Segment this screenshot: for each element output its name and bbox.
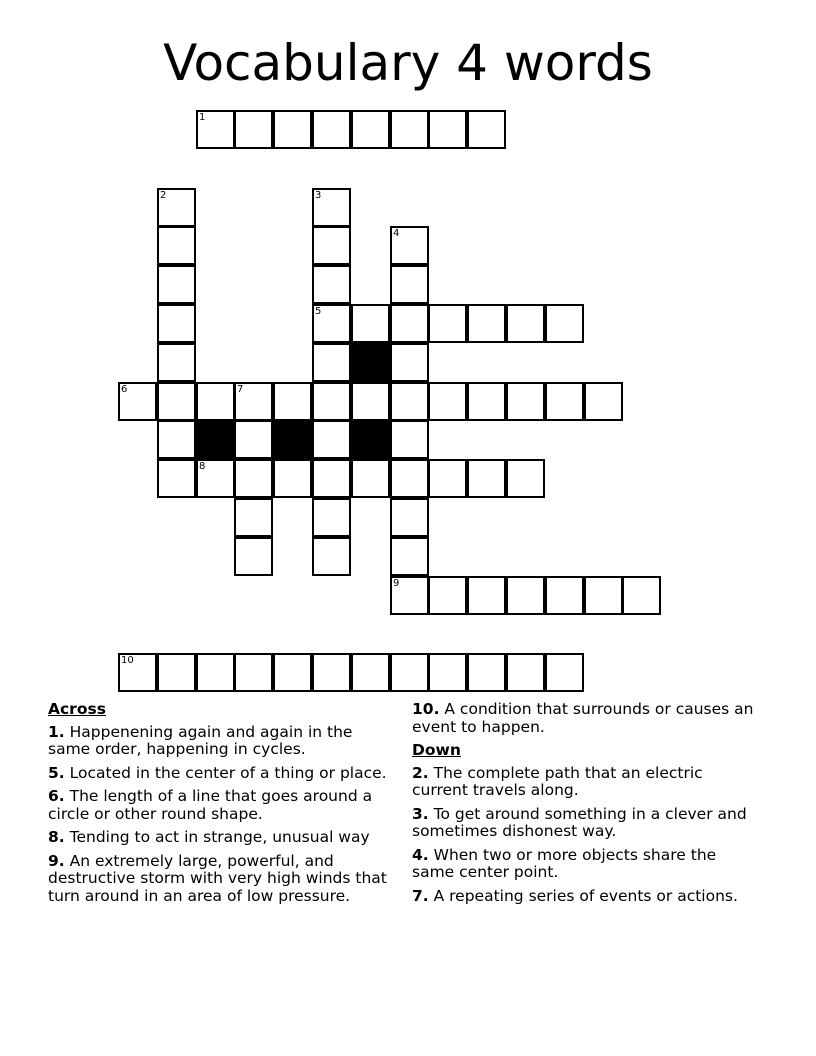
clue-number: 5. [48, 763, 65, 782]
grid-cell[interactable] [428, 576, 467, 615]
grid-cell[interactable] [312, 653, 351, 692]
clue-text: The complete path that an electric current travels along. [412, 763, 703, 799]
grid-cell[interactable] [312, 420, 351, 459]
grid-cell[interactable] [584, 576, 623, 615]
clue-across-5 [48, 765, 388, 783]
clue-text: Happenening again and again in the same order, happening in cycles. [48, 722, 353, 758]
grid-cell[interactable] [428, 382, 467, 421]
clue-number: 7. [412, 886, 429, 905]
clue-number: 9. [48, 851, 65, 870]
grid-cell[interactable] [234, 382, 273, 421]
grid-cell[interactable] [390, 382, 429, 421]
black-square [351, 343, 390, 382]
clue-down-7 [412, 888, 757, 906]
grid-cell[interactable] [312, 265, 351, 304]
grid-cell[interactable] [390, 420, 429, 459]
clue-number: 1. [48, 722, 65, 741]
grid-cell[interactable] [506, 459, 545, 498]
grid-cell[interactable] [273, 110, 312, 149]
grid-cell[interactable] [196, 459, 235, 498]
cell-number: 9 [393, 578, 400, 589]
grid-cell[interactable] [545, 576, 584, 615]
cell-number: 4 [393, 228, 400, 239]
clue-number: 6. [48, 787, 65, 805]
grid-cell[interactable] [273, 653, 312, 692]
grid-cell[interactable] [157, 304, 196, 343]
page-title: Vocabulary 4 words [163, 34, 653, 92]
clue-text: When two or more objects share the same center point. [412, 845, 717, 881]
clue-down-3 [412, 806, 757, 841]
cell-number: 8 [199, 461, 206, 472]
clue-number: 4. [412, 845, 429, 864]
grid-cell[interactable] [545, 382, 584, 421]
grid-cell[interactable] [351, 459, 390, 498]
cell-number: 7 [237, 384, 244, 395]
clue-across-9 [48, 853, 388, 906]
grid-cell[interactable] [545, 653, 584, 692]
clue-text: A repeating series of events or actions. [433, 886, 738, 905]
grid-cell[interactable] [157, 265, 196, 304]
clue-down-4 [412, 847, 757, 882]
clue-number: 3. [412, 804, 429, 823]
grid-cell[interactable] [390, 110, 429, 149]
grid-cell[interactable] [312, 382, 351, 421]
grid-cell[interactable] [467, 576, 506, 615]
clue-text: To get around something in a clever and sometimes dishonest way. [412, 804, 747, 840]
grid-cell[interactable] [234, 498, 273, 537]
grid-cell[interactable] [312, 304, 351, 343]
grid-cell[interactable] [234, 653, 273, 692]
grid-cell[interactable] [622, 576, 661, 615]
grid-cell[interactable] [584, 382, 623, 421]
grid-cell[interactable] [234, 420, 273, 459]
grid-cell[interactable] [390, 226, 429, 265]
grid-cell[interactable] [157, 420, 196, 459]
grid-cell[interactable] [428, 110, 467, 149]
clue-number: 2. [412, 763, 429, 782]
across-heading: Across [48, 700, 106, 718]
grid-cell[interactable] [196, 382, 235, 421]
grid-cell[interactable] [506, 382, 545, 421]
grid-cell[interactable] [351, 110, 390, 149]
black-square [273, 420, 312, 459]
grid-cell[interactable] [273, 382, 312, 421]
clue-across-1 [48, 724, 388, 759]
grid-cell[interactable] [234, 537, 273, 576]
grid-cell[interactable] [312, 343, 351, 382]
grid-cell[interactable] [351, 382, 390, 421]
grid-cell[interactable] [390, 265, 429, 304]
clue-text: The length of a line that goes around a circle or other round shape. [48, 787, 373, 823]
grid-cell[interactable] [390, 343, 429, 382]
grid-cell[interactable] [273, 459, 312, 498]
grid-cell[interactable] [312, 459, 351, 498]
grid-cell[interactable] [157, 226, 196, 265]
clue-text: An extremely large, powerful, and destructive storm with very high winds that turn around in an area of low pressure. [48, 851, 387, 905]
grid-cell[interactable] [467, 304, 506, 343]
grid-cell[interactable] [234, 459, 273, 498]
grid-cell[interactable] [390, 498, 429, 537]
grid-cell[interactable] [390, 576, 429, 615]
cell-number: 6 [121, 384, 128, 395]
clue-across-6 [48, 788, 388, 823]
clue-across-8 [48, 829, 388, 847]
grid-cell[interactable] [467, 382, 506, 421]
grid-cell[interactable] [506, 653, 545, 692]
grid-cell[interactable] [196, 653, 235, 692]
cell-number: 5 [315, 306, 322, 317]
grid-cell[interactable] [467, 459, 506, 498]
clue-text: Tending to act in strange, unusual way [69, 828, 370, 846]
clue-text: Located in the center of a thing or place. [69, 763, 387, 782]
grid-cell[interactable] [234, 110, 273, 149]
grid-cell[interactable] [467, 110, 506, 149]
grid-cell[interactable] [312, 226, 351, 265]
grid-cell[interactable] [157, 188, 196, 227]
grid-cell[interactable] [390, 537, 429, 576]
clues-column-right [412, 701, 757, 911]
cell-number: 1 [199, 112, 206, 123]
grid-cell[interactable] [312, 188, 351, 227]
down-heading: Down [412, 741, 461, 759]
grid-cell[interactable] [428, 304, 467, 343]
grid-cell[interactable] [196, 110, 235, 149]
grid-cell[interactable] [157, 382, 196, 421]
grid-cell[interactable] [312, 110, 351, 149]
grid-cell[interactable] [390, 653, 429, 692]
grid-cell[interactable] [545, 304, 584, 343]
cell-number: 2 [160, 190, 167, 201]
grid-cell[interactable] [351, 653, 390, 692]
black-square [196, 420, 235, 459]
clue-down-2 [412, 765, 757, 800]
clues-column-left [48, 701, 388, 911]
black-square [351, 420, 390, 459]
grid-cell[interactable] [506, 304, 545, 343]
cell-number: 3 [315, 190, 322, 201]
clue-number: 8. [48, 828, 65, 846]
grid-cell[interactable] [390, 304, 429, 343]
grid-cell[interactable] [118, 653, 157, 692]
grid-cell[interactable] [157, 653, 196, 692]
grid-cell[interactable] [506, 576, 545, 615]
grid-cell[interactable] [467, 653, 506, 692]
grid-cell[interactable] [312, 498, 351, 537]
grid-cell[interactable] [157, 343, 196, 382]
cell-number: 10 [121, 655, 134, 666]
clue-number: 10. [412, 700, 440, 718]
grid-cell[interactable] [157, 459, 196, 498]
grid-cell[interactable] [428, 653, 467, 692]
grid-cell[interactable] [390, 459, 429, 498]
grid-cell[interactable] [428, 459, 467, 498]
clue-across-10 [412, 701, 757, 736]
grid-cell[interactable] [118, 382, 157, 421]
grid-cell[interactable] [351, 304, 390, 343]
grid-cell[interactable] [312, 537, 351, 576]
clue-text: A condition that surrounds or causes an event to happen. [412, 700, 754, 736]
